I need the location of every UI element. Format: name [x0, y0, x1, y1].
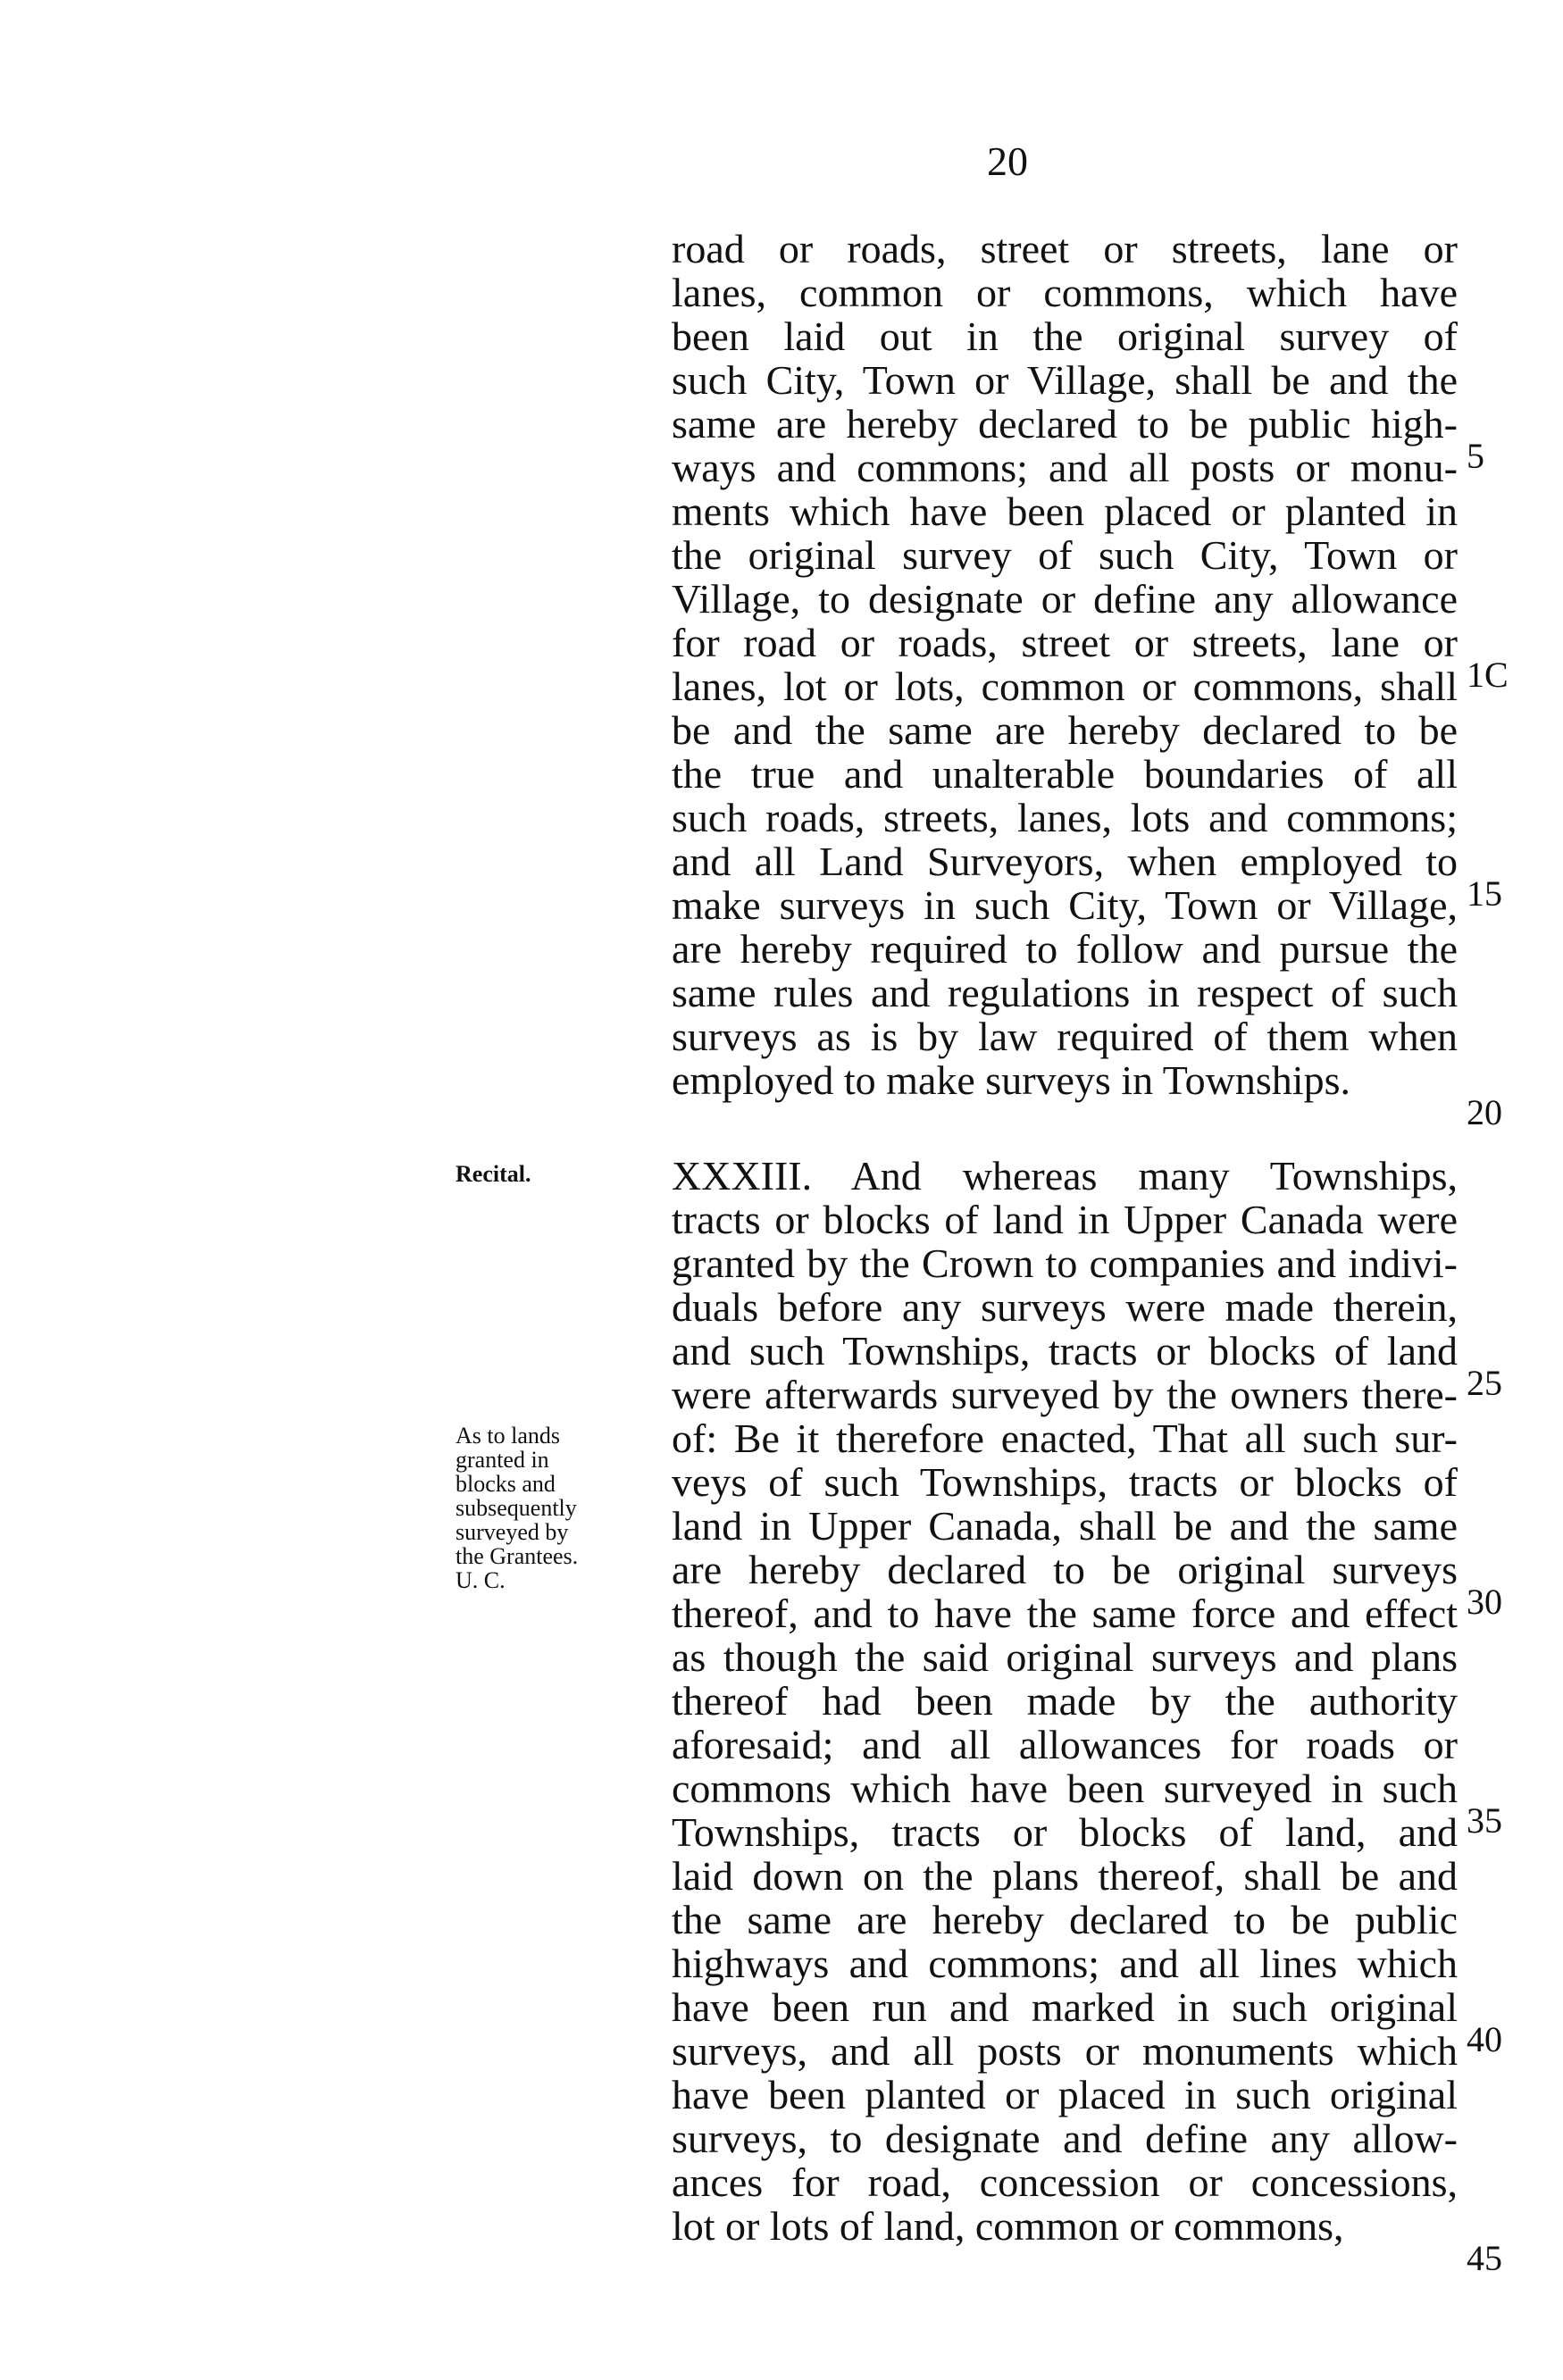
text-line: surveys, to designate and define any allow-	[672, 2116, 1458, 2161]
text-line: make surveys in such City, Town or Village,	[672, 882, 1458, 928]
text-line: are hereby required to follow and pursue the	[672, 926, 1458, 972]
margin-note-recital: Recital.	[456, 1161, 531, 1187]
text-line: duals before any surveys were made therein,	[672, 1284, 1458, 1330]
margin-note-line: granted in	[456, 1447, 549, 1473]
text-line: ments which have been placed or planted in	[672, 489, 1458, 534]
text-line: surveys as is by law required of them when	[672, 1014, 1458, 1059]
line-number: 30	[1467, 1582, 1502, 1622]
text-line: aforesaid; and all allowances for roads or	[672, 1722, 1458, 1767]
margin-note-lands	[456, 1424, 661, 1592]
text-line: ways and commons; and all posts or monu-	[672, 445, 1458, 490]
margin-note-line: U. C.	[456, 1567, 506, 1593]
text-line: Townships, tracts or blocks of land, and	[672, 1809, 1458, 1855]
line-number: 35	[1467, 1800, 1502, 1841]
text-line: lanes, lot or lots, common or commons, shall	[672, 664, 1458, 709]
margin-note-line: surveyed by	[456, 1519, 569, 1545]
text-line: Village, to designate or define any allowance	[672, 576, 1458, 622]
text-line: were afterwards surveyed by the owners there-	[672, 1372, 1458, 1417]
text-line: granted by the Crown to companies and indivi-	[672, 1240, 1458, 1286]
text-line: employed to make surveys in Townships.	[672, 1057, 1350, 1103]
text-line: have been planted or placed in such original	[672, 2072, 1458, 2117]
text-line: been laid out in the original survey of	[672, 313, 1458, 359]
line-number: 15	[1467, 873, 1502, 914]
line-number: 20	[1467, 1092, 1502, 1132]
text-line: ances for road, concession or concessions,	[672, 2159, 1458, 2205]
margin-note-line: As to lands	[456, 1423, 560, 1449]
text-line: same are hereby declared to be public high-	[672, 401, 1458, 447]
text-line: thereof, and to have the same force and effect	[672, 1591, 1458, 1636]
text-line: the original survey of such City, Town or	[672, 532, 1458, 578]
text-line: thereof had been made by the authority	[672, 1678, 1458, 1724]
text-line: the true and unalterable boundaries of all	[672, 751, 1458, 797]
text-line: laid down on the plans thereof, shall be and	[672, 1853, 1458, 1899]
text-line: commons which have been surveyed in such	[672, 1766, 1458, 1811]
text-line: for road or roads, street or streets, lane or	[672, 620, 1458, 665]
paragraph	[672, 1154, 1458, 2248]
line-number: 25	[1467, 1363, 1502, 1403]
line-number: 5	[1467, 436, 1484, 476]
text-line: are hereby declared to be original surveys	[672, 1547, 1458, 1592]
text-line: surveys, and all posts or monuments which	[672, 2028, 1458, 2074]
text-line: such roads, streets, lanes, lots and commons;	[672, 795, 1458, 840]
page-number: 20	[987, 138, 1028, 184]
text-line: tracts or blocks of land in Upper Canada were	[672, 1197, 1458, 1242]
text-line: the same are hereby declared to be public	[672, 1897, 1458, 1942]
text-line: and such Townships, tracts or blocks of land	[672, 1328, 1458, 1374]
text-line: such City, Town or Village, shall be and the	[672, 357, 1458, 403]
margin-note-line: blocks and	[456, 1471, 556, 1497]
text-line: land in Upper Canada, shall be and the same	[672, 1503, 1458, 1549]
text-line: and all Land Surveyors, when employed to	[672, 839, 1458, 884]
text-line: lot or lots of land, common or commons,	[672, 2203, 1344, 2249]
line-number: 40	[1467, 2019, 1502, 2059]
text-line: be and the same are hereby declared to be	[672, 707, 1458, 753]
paragraph	[672, 227, 1458, 1102]
text-line: same rules and regulations in respect of such	[672, 970, 1458, 1015]
text-line: have been run and marked in such original	[672, 1984, 1458, 2030]
text-line: road or roads, street or streets, lane or	[672, 226, 1458, 271]
margin-note-line: the Grantees.	[456, 1543, 579, 1569]
text-line: lanes, common or commons, which have	[672, 270, 1458, 315]
margin-note-line: subsequently	[456, 1495, 577, 1521]
text-line: veys of such Townships, tracts or blocks of	[672, 1459, 1458, 1505]
text-line: highways and commons; and all lines which	[672, 1941, 1458, 1986]
body-text	[672, 227, 1458, 2248]
text-line: as though the said original surveys and plans	[672, 1634, 1458, 1680]
text-line: XXXIII. And whereas many Townships,	[672, 1153, 1458, 1198]
line-number: 1C	[1467, 655, 1509, 695]
text-line: of: Be it therefore enacted, That all such sur-	[672, 1415, 1458, 1461]
line-number: 45	[1467, 2238, 1502, 2278]
